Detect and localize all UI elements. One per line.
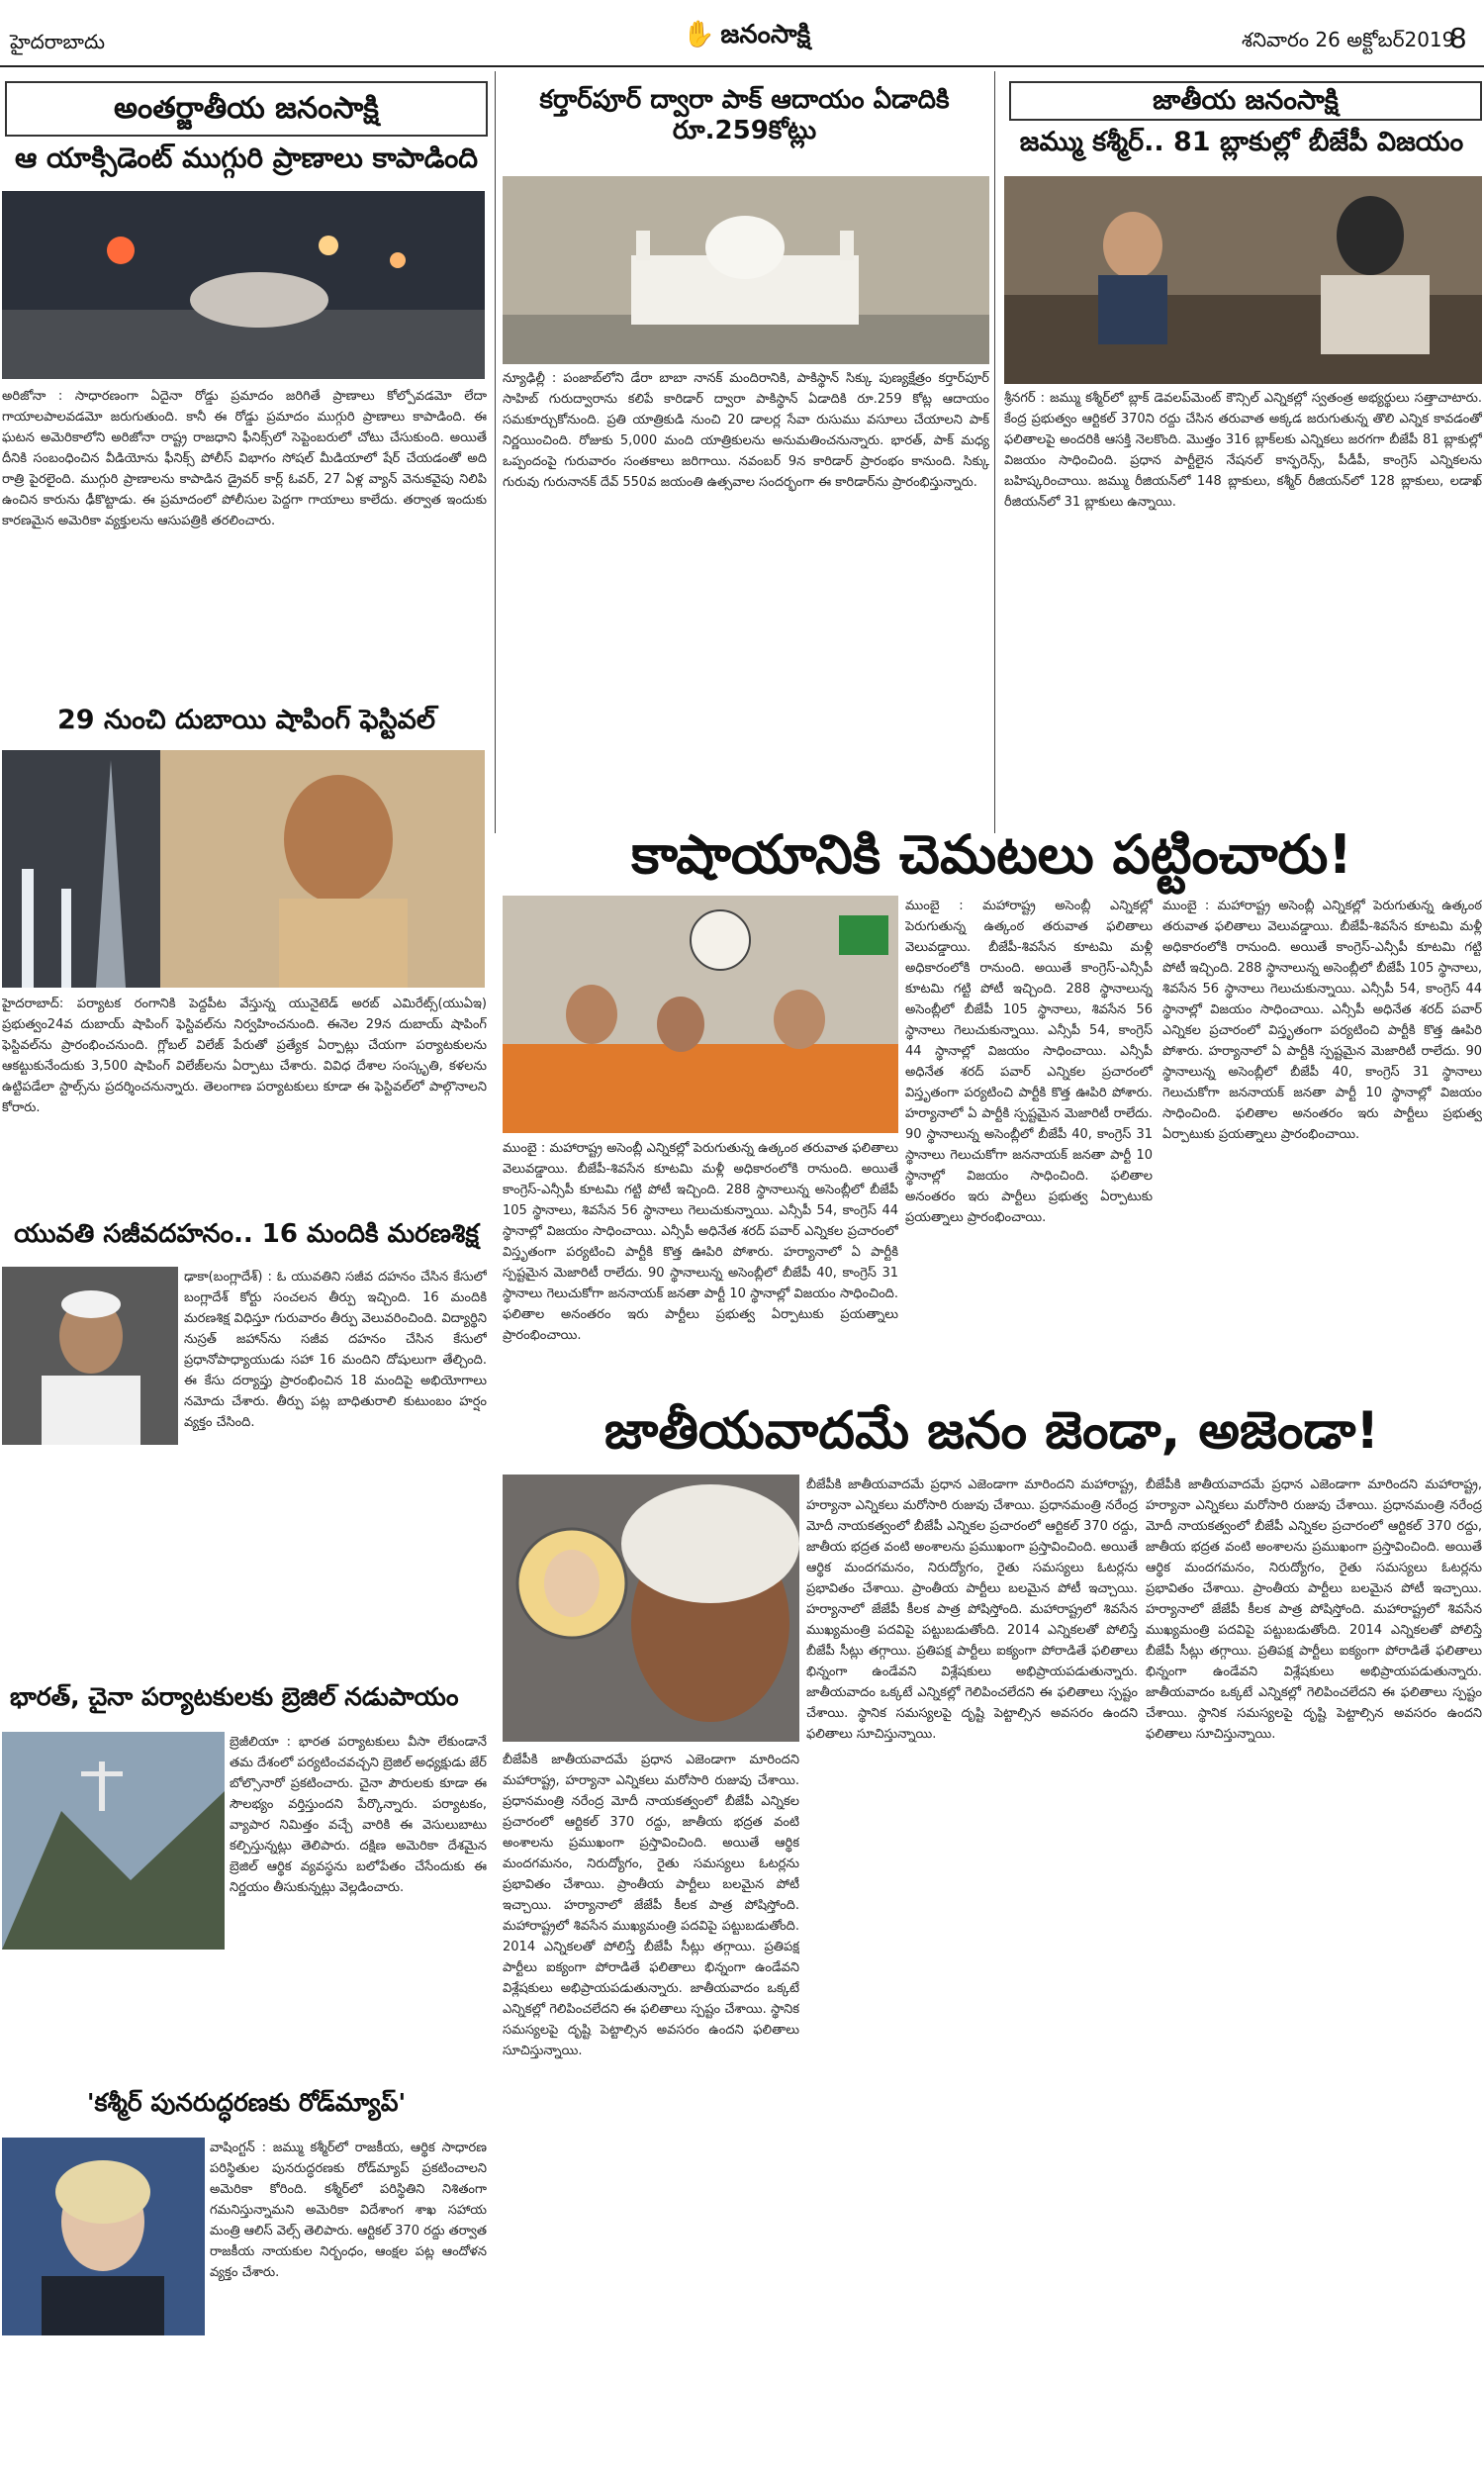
dubai-body: హైదరాబాద్: పర్యాటక రంగానికి పెద్దపీట వేస్తున్న యునైటెడ్ అరబ్ ఎమిరేట్స్(యుఏఇ) ప్రభుత్వం24వ దుబాయ్ షాపింగ్ ఫెస్టివల్‌ను నిర్వహించనుంది. ఈనెల 29న దుబాయ్ షాపింగ్ ఫెస్టివల్‌ను ప్రారంభించనుంది. గ్లోబల్ విలేజ్ పేరుతో ప్రత్యేక ఏర్పాట్లు చేయగా పర్యాటకులను ఆకట్టుకునేందుకు 3,500 షాపింగ్ విలేజ్‌లను ఏర్పాటు చేశారు. వివిధ దేశాల సంస్కృతి, కళలను ఉట్టిపడేలా స్టాల్స్‌ను ప్రదర్శించనున్నారు. తెలంగాణ పర్యాటకులు కూడా ఈ ఫెస్టివల్‌లో పాల్గొనాలని కోరారు.: [2, 997, 487, 1115]
kartarpur-body: న్యూఢిల్లీ : పంజాబ్‌లోని డేరా బాబా నానక్ మందిరానికి, పాకిస్థాన్ సిక్కు పుణ్యక్షేత్రం కర్తార్‌పూర్ సాహిబ్ గురుద్వారాను కలిపే కారిడార్ ద్వారా పాకిస్థాన్ ఏడాదికి రూ.259 కోట్ల ఆదాయం సమకూర్చుకోనుంది. ప్రతి యాత్రికుడి నుంచి 20 డాలర్ల సేవా రుసుము వసూలు చేయాలని పాక్ నిర్ణయించింది. రోజుకు 5,000 మంది యాత్రికులను అనుమతించనున్నారు. భారత్, పాక్ మధ్య ఒప్పందంపై గురువారం సంతకాలు జరిగాయి. నవంబర్ 9న కారిడార్ ప్రారంభం కానుంది. సిక్కు గురువు గురునానక్ దేవ్ 550వ జయంతి ఉత్సవాల సందర్భంగా ఈ కారిడార్‌ను ప్రారంభిస్తున్నారు.: [503, 371, 989, 490]
jk-bjp-photo-image: [1004, 176, 1482, 384]
dubai-photo-image: [2, 750, 485, 988]
death-sentence-body: ఢాకా(బంగ్లాదేశ్) : ఓ యువతిని సజీవ దహనం చేసిన కేసులో బంగ్లాదేశ్ కోర్టు సంచలన తీర్పు ఇచ్చింది. 16 మందికి మరణశిక్ష విధిస్తూ గురువారం తీర్పు వెలువరించింది. విద్యార్థిని నుస్రత్ జహాన్‌ను సజీవ దహనం చేసిన కేసులో ప్రధానోపాధ్యాయుడు సహా 16 మందిని దోషులుగా తేల్చింది. ఈ కేసు దర్యాప్తు ప్రారంభించిన 18 మందిపై అభియోగాలు నమోదు చేశారు. తీర్పు పట్ల బాధితురాలి కుటుంబం హర్షం వ్యక్తం చేసింది.: [184, 1270, 487, 1430]
kartarpur-photo: [503, 176, 989, 364]
kashaya-photo-image: [503, 896, 898, 1133]
nationalism-photo-image: [503, 1475, 799, 1742]
kashaya-body-left: ముంబై : మహారాష్ట్ర అసెంబ్లీ ఎన్నికల్లో పెరుగుతున్న ఉత్కంఠ తరువాత ఫలితాలు వెలువడ్డాయి. బీజేపీ-శివసేన కూటమి మళ్లీ అధికారంలోకి రానుంది. అయితే కాంగ్రెస్-ఎన్సీపీ కూటమి గట్టి పోటీ ఇచ్చింది. 288 స్థానాలున్న అసెంబ్లీలో బీజేపీ 105 స్థానాలు, శివసేన 56 స్థానాలు గెలుచుకున్నాయి. ఎన్సీపీ 54, కాంగ్రెస్ 44 స్థానాల్లో విజయం సాధించాయి. ఎన్సీపీ అధినేత శరద్ పవార్ ఎన్నికల ప్రచారంలో విస్తృతంగా పర్యటించి పార్టీకి కొత్త ఊపిరి పోశారు. హర్యానాలో ఏ పార్టీకి స్పష్టమైన మెజారిటీ రాలేదు. 90 స్థానాలున్న అసెంబ్లీలో బీజేపీ 40, కాంగ్రెస్ 31 స్థానాలు గెలుచుకోగా జననాయక్ జనతా పార్టీ 10 స్థానాల్లో విజయం సాధించింది. ఫలితాల అనంతరం ఇరు పార్టీలు ప్రభుత్వ ఏర్పాటుకు ప్రయత్నాలు ప్రారంభించాయి.: [503, 1141, 898, 1343]
kashmir-roadmap-photo: [2, 2138, 205, 2335]
column-divider: [994, 71, 995, 833]
kartarpur-headline: కర్తార్‌పూర్ ద్వారా పాక్ ఆదాయం ఏడాదికి రూ.259కోట్లు: [539, 85, 950, 146]
kashaya-photo: [503, 896, 898, 1133]
nationalism-photo: [503, 1475, 799, 1742]
dubai-photo: [2, 750, 485, 988]
nationalism-headline: జాతీయవాదమే జనం జెండా, అజెండా!: [603, 1401, 1380, 1461]
page-number: 8: [1449, 22, 1467, 54]
accident-headline: ఆ యాక్సిడెంట్ ముగ్గురి ప్రాణాలు కాపాడింది: [14, 142, 479, 174]
nationalism-body-col1: బీజేపీకి జాతీయవాదమే ప్రధాన ఎజెండాగా మారిందని మహారాష్ట్ర, హర్యానా ఎన్నికలు మరోసారి రుజువు చేశాయి. ప్రధానమంత్రి నరేంద్ర మోదీ నాయకత్వంలో బీజేపీ ఎన్నికల ప్రచారంలో ఆర్టికల్ 370 రద్దు, జాతీయ భద్రత వంటి అంశాలను ప్రముఖంగా ప్రస్తావించింది. అయితే ఆర్థిక మందగమనం, నిరుద్యోగం, రైతు సమస్యలు ఓటర్లను ప్రభావితం చేశాయి. ప్రాంతీయ పార్టీలు బలమైన పోటీ ఇచ్చాయి. హర్యానాలో జేజేపీ కీలక పాత్ర పోషిస్తోంది. మహారాష్ట్రలో శివసేన ముఖ్యమంత్రి పదవిపై పట్టుబడుతోంది. 2014 ఎన్నికలతో పోలిస్తే బీజేపీ సీట్లు తగ్గాయి. ప్రతిపక్ష పార్టీలు ఐక్యంగా పోరాడితే ఫలితాలు భిన్నంగా ఉండేవని విశ్లేషకులు అభిప్రాయపడుతున్నారు. జాతీయవాదం ఒక్కటే ఎన్నికల్లో గెలిపించలేదని ఈ ఫలితాలు స్పష్టం చేశాయి. స్థానిక సమస్యలపై దృష్టి పెట్టాల్సిన అవసరం ఉందని ఫలితాలు సూచిస్తున్నాయి.: [503, 1753, 799, 2058]
brazil-photo-image: [2, 1732, 225, 1950]
column-divider: [495, 71, 496, 833]
jk-bjp-photo: [1004, 176, 1482, 384]
kashaya-body-middle: ముంబై : మహారాష్ట్ర అసెంబ్లీ ఎన్నికల్లో పెరుగుతున్న ఉత్కంఠ తరువాత ఫలితాలు వెలువడ్డాయి. బీజేపీ-శివసేన కూటమి మళ్లీ అధికారంలోకి రానుంది. అయితే కాంగ్రెస్-ఎన్సీపీ కూటమి గట్టి పోటీ ఇచ్చింది. 288 స్థానాలున్న అసెంబ్లీలో బీజేపీ 105 స్థానాలు, శివసేన 56 స్థానాలు గెలుచుకున్నాయి. ఎన్సీపీ 54, కాంగ్రెస్ 44 స్థానాల్లో విజయం సాధించాయి. ఎన్సీపీ అధినేత శరద్ పవార్ ఎన్నికల ప్రచారంలో విస్తృతంగా పర్యటించి పార్టీకి కొత్త ఊపిరి పోశారు. హర్యానాలో ఏ పార్టీకి స్పష్టమైన మెజారిటీ రాలేదు. 90 స్థానాలున్న అసెంబ్లీలో బీజేపీ 40, కాంగ్రెస్ 31 స్థానాలు గెలుచుకోగా జననాయక్ జనతా పార్టీ 10 స్థానాల్లో విజయం సాధించింది. ఫలితాల అనంతరం ఇరు పార్టీలు ప్రభుత్వ ఏర్పాటుకు ప్రయత్నాలు ప్రారంభించాయి.: [905, 899, 1153, 1225]
kashmir-roadmap-headline: 'కశ్మీర్ పునరుద్ధరణకు రోడ్‌మ్యాప్': [86, 2088, 407, 2117]
accident-photo-image: [2, 191, 485, 379]
masthead: [0, 0, 1484, 67]
brazil-headline: భారత్, చైనా పర్యాటకులకు బ్రెజిల్ నడుపాయం: [10, 1682, 459, 1711]
death-sentence-headline: యువతి సజీవదహనం.. 16 మందికి మరణశిక్ష: [14, 1219, 479, 1249]
kartarpur-photo-image: [503, 176, 989, 364]
kashaya-body-right: ముంబై : మహారాష్ట్ర అసెంబ్లీ ఎన్నికల్లో పెరుగుతున్న ఉత్కంఠ తరువాత ఫలితాలు వెలువడ్డాయి. బీజేపీ-శివసేన కూటమి మళ్లీ అధికారంలోకి రానుంది. అయితే కాంగ్రెస్-ఎన్సీపీ కూటమి గట్టి పోటీ ఇచ్చింది. 288 స్థానాలున్న అసెంబ్లీలో బీజేపీ 105 స్థానాలు, శివసేన 56 స్థానాలు గెలుచుకున్నాయి. ఎన్సీపీ 54, కాంగ్రెస్ 44 స్థానాల్లో విజయం సాధించాయి. ఎన్సీపీ అధినేత శరద్ పవార్ ఎన్నికల ప్రచారంలో విస్తృతంగా పర్యటించి పార్టీకి కొత్త ఊపిరి పోశారు. హర్యానాలో ఏ పార్టీకి స్పష్టమైన మెజారిటీ రాలేదు. 90 స్థానాలున్న అసెంబ్లీలో బీజేపీ 40, కాంగ్రెస్ 31 స్థానాలు గెలుచుకోగా జననాయక్ జనతా పార్టీ 10 స్థానాల్లో విజయం సాధించింది. ఫలితాల అనంతరం ఇరు పార్టీలు ప్రభుత్వ ఏర్పాటుకు ప్రయత్నాలు ప్రారంభించాయి.: [1162, 899, 1482, 1142]
accident-photo: [2, 191, 485, 379]
kashmir-roadmap-body: వాషింగ్టన్ : జమ్ము కశ్మీర్‌లో రాజకీయ, ఆర్థిక సాధారణ పరిస్థితుల పునరుద్ధరణకు రోడ్‌మ్యాప్ ప్రకటించాలని అమెరికా కోరింది. కశ్మీర్‌లో పరిస్థితిని నిశితంగా గమనిస్తున్నామని అమెరికా విదేశాంగ శాఖ సహాయ మంత్రి ఆలిస్ వెల్స్ తెలిపారు. ఆర్టికల్ 370 రద్దు తర్వాత రాజకీయ నాయకుల నిర్బంధం, ఆంక్షల పట్ల ఆందోళన వ్యక్తం చేశారు.: [210, 2141, 487, 2280]
jk-bjp-headline: జమ్ము కశ్మీర్.. 81 బ్లాకుల్లో బీజేపీ విజయం: [1019, 127, 1464, 157]
kashaya-headline: కాషాయానికి చెమటలు పట్టించారు!: [631, 823, 1352, 886]
death-sentence-photo-image: [2, 1267, 178, 1445]
dubai-headline: 29 నుంచి దుబాయి షాపింగ్ ఫెస్టివల్: [56, 705, 436, 735]
brazil-photo: [2, 1732, 225, 1950]
nationalism-body-col3: బీజేపీకి జాతీయవాదమే ప్రధాన ఎజెండాగా మారిందని మహారాష్ట్ర, హర్యానా ఎన్నికలు మరోసారి రుజువు చేశాయి. ప్రధానమంత్రి నరేంద్ర మోదీ నాయకత్వంలో బీజేపీ ఎన్నికల ప్రచారంలో ఆర్టికల్ 370 రద్దు, జాతీయ భద్రత వంటి అంశాలను ప్రముఖంగా ప్రస్తావించింది. అయితే ఆర్థిక మందగమనం, నిరుద్యోగం, రైతు సమస్యలు ఓటర్లను ప్రభావితం చేశాయి. ప్రాంతీయ పార్టీలు బలమైన పోటీ ఇచ్చాయి. హర్యానాలో జేజేపీ కీలక పాత్ర పోషిస్తోంది. మహారాష్ట్రలో శివసేన ముఖ్యమంత్రి పదవిపై పట్టుబడుతోంది. 2014 ఎన్నికలతో పోలిస్తే బీజేపీ సీట్లు తగ్గాయి. ప్రతిపక్ష పార్టీలు ఐక్యంగా పోరాడితే ఫలితాలు భిన్నంగా ఉండేవని విశ్లేషకులు అభిప్రాయపడుతున్నారు. జాతీయవాదం ఒక్కటే ఎన్నికల్లో గెలిపించలేదని ఈ ఫలితాలు స్పష్టం చేశాయి. స్థానిక సమస్యలపై దృష్టి పెట్టాల్సిన అవసరం ఉందని ఫలితాలు సూచిస్తున్నాయి.: [1146, 1477, 1482, 1742]
masthead-city: హైదరాబాదు: [10, 30, 105, 53]
section-international: అంతర్జాతీయ జనంసాక్షి: [5, 81, 488, 137]
masthead-logo: [683, 20, 810, 55]
hand-logo-icon: ✋: [683, 20, 715, 49]
death-sentence-photo: [2, 1267, 178, 1445]
masthead-logo-text: జనంసాక్షి: [720, 20, 811, 49]
jk-bjp-body: శ్రీనగర్ : జమ్ము కశ్మీర్‌లో బ్లాక్ డెవలప్‌మెంట్ కౌన్సిల్ ఎన్నికల్లో స్వతంత్ర అభ్యర్థులు సత్తాచాటారు. కేంద్ర ప్రభుత్వం ఆర్టికల్ 370ని రద్దు చేసిన తరువాత అక్కడ జరుగుతున్న తొలి ఎన్నిక కావడంతో ఫలితాలపై అందరికి ఆసక్తి నెలకొంది. మొత్తం 316 బ్లాక్‌లకు ఎన్నికలు జరగగా బీజేపీ 81 బ్లాకుల్లో విజయం సాధించింది. ప్రధాన పార్టీలైన నేషనల్ కాన్ఫరెన్స్, పీడీపీ, కాంగ్రెస్ ఎన్నికలను బహిష్కరించాయి. జమ్ము రీజియన్‌లో 148 బ్లాకులు, కశ్మీర్ రీజియన్‌లో 128 బ్లాకులు, లడాఖ్ రీజియన్‌లో 31 బ్లాకులు ఉన్నాయి.: [1004, 391, 1482, 510]
masthead-date: శనివారం 26 అక్టోబర్‌2019: [1242, 28, 1455, 51]
nationalism-body-col2: బీజేపీకి జాతీయవాదమే ప్రధాన ఎజెండాగా మారిందని మహారాష్ట్ర, హర్యానా ఎన్నికలు మరోసారి రుజువు చేశాయి. ప్రధానమంత్రి నరేంద్ర మోదీ నాయకత్వంలో బీజేపీ ఎన్నికల ప్రచారంలో ఆర్టికల్ 370 రద్దు, జాతీయ భద్రత వంటి అంశాలను ప్రముఖంగా ప్రస్తావించింది. అయితే ఆర్థిక మందగమనం, నిరుద్యోగం, రైతు సమస్యలు ఓటర్లను ప్రభావితం చేశాయి. ప్రాంతీయ పార్టీలు బలమైన పోటీ ఇచ్చాయి. హర్యానాలో జేజేపీ కీలక పాత్ర పోషిస్తోంది. మహారాష్ట్రలో శివసేన ముఖ్యమంత్రి పదవిపై పట్టుబడుతోంది. 2014 ఎన్నికలతో పోలిస్తే బీజేపీ సీట్లు తగ్గాయి. ప్రతిపక్ష పార్టీలు ఐక్యంగా పోరాడితే ఫలితాలు భిన్నంగా ఉండేవని విశ్లేషకులు అభిప్రాయపడుతున్నారు. జాతీయవాదం ఒక్కటే ఎన్నికల్లో గెలిపించలేదని ఈ ఫలితాలు స్పష్టం చేశాయి. స్థానిక సమస్యలపై దృష్టి పెట్టాల్సిన అవసరం ఉందని ఫలితాలు సూచిస్తున్నాయి.: [806, 1477, 1138, 1742]
kashmir-roadmap-photo-image: [2, 2138, 205, 2335]
brazil-body: బ్రెజీలియా : భారత పర్యాటకులు వీసా లేకుండానే తమ దేశంలో పర్యటించవచ్చని బ్రెజిల్ అధ్యక్షుడు జేర్ బోల్సొనారో ప్రకటించారు. చైనా పౌరులకు కూడా ఈ సౌలభ్యం వర్తిస్తుందని పేర్కొన్నారు. పర్యాటకం, వ్యాపార నిమిత్తం వచ్చే వారికి ఈ వెసులుబాటు కల్పిస్తున్నట్లు తెలిపారు. దక్షిణ అమెరికా దేశమైన బ్రెజిల్ ఆర్థిక వ్యవస్థను బలోపేతం చేసేందుకు ఈ నిర్ణయం తీసుకున్నట్లు వెల్లడించారు.: [230, 1735, 487, 1895]
section-national: జాతీయ జనంసాక్షి: [1009, 81, 1482, 121]
accident-body: అరిజోనా : సాధారణంగా ఏదైనా రోడ్డు ప్రమాదం జరిగితే ప్రాణాలు కోల్పోవడమో లేదా గాయాలపాలవడమో జరుగుతుంది. కానీ ఈ రోడ్డు ప్రమాదం ముగ్గురి ప్రాణాలు కాపాడింది. ఈ ఘటన అమెరికాలోని అరిజోనా రాష్ట్ర రాజధాని ఫీనిక్స్‌లో సెప్టెంబరులో చోటు చేసుకుంది. అయితే దీనికి సంబంధించిన వీడియోను ఫీనిక్స్ పోలీస్ విభాగం సోషల్ మీడియాలో షేర్ చేయడంతో అది రాత్రి పైరలైంది. ముగ్గురి ప్రాణాలను కాపాడిన డ్రైవర్‌ కార్ల్ ఓవర్‌, 27 ఏళ్ల వ్యాన్‌ వెనుకవైపు నిలిపి ఉంచిన కారును ఢీకొట్టాడు. ఈ ప్రమాదంలో పోలీసుల పెద్దగా గాయాలు కాలేదు. తర్వాత ఇందుకు కారణమైన అమెరికా వ్యక్తులను ఆసుపత్రికి తరలించారు.: [2, 389, 487, 528]
